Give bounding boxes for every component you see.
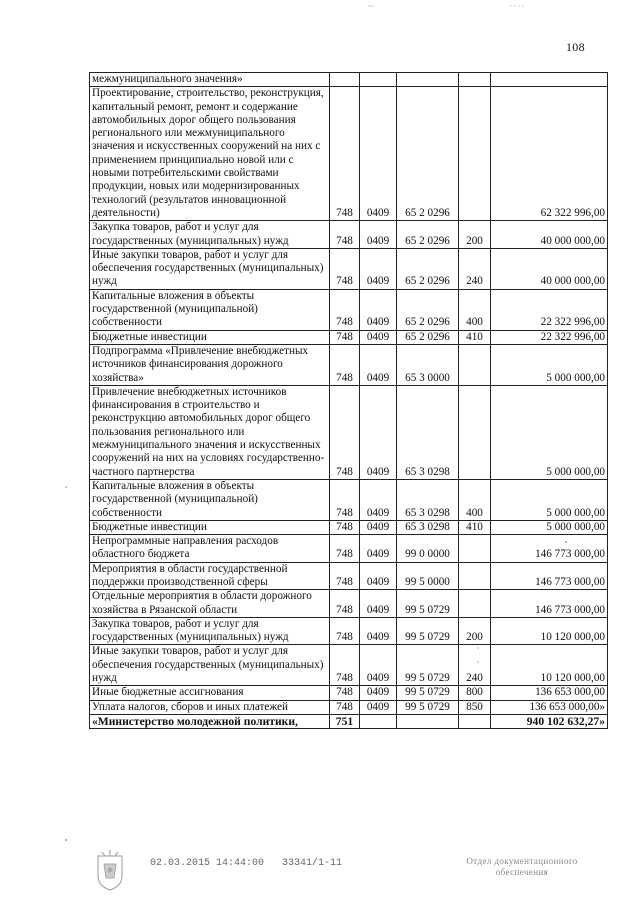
row-section: 0409 — [360, 645, 397, 686]
row-grbs: 748 — [330, 385, 360, 479]
table-row — [90, 700, 608, 714]
department-stamp: Отдел документационного обеспечения — [466, 856, 578, 877]
row-name: Непрограммные направления расходов областного бюджета — [90, 535, 330, 563]
table-row — [90, 221, 608, 249]
row-target-article: 99 5 0729 — [397, 590, 459, 618]
table-row — [90, 645, 608, 686]
row-grbs: 748 — [330, 590, 360, 618]
row-amount: 10 120 000,00 — [491, 645, 608, 686]
row-target-article — [397, 714, 459, 728]
row-amount: 40 000 000,00 — [491, 221, 608, 249]
row-section: 0409 — [360, 535, 397, 563]
row-name: Капитальные вложения в объекты государственной (муниципальной) собственности — [90, 479, 330, 520]
budget-table-body — [90, 73, 608, 729]
row-expense-type — [459, 73, 491, 87]
row-target-article: 65 2 0296 — [397, 248, 459, 289]
row-target-article: 99 5 0729 — [397, 617, 459, 645]
row-section: 0409 — [360, 686, 397, 700]
row-target-article: 65 2 0296 — [397, 289, 459, 330]
row-target-article: 65 2 0296 — [397, 87, 459, 221]
row-expense-type — [459, 562, 491, 590]
row-target-article — [397, 73, 459, 87]
row-expense-type: 200 — [459, 221, 491, 249]
row-section: 0409 — [360, 590, 397, 618]
row-amount: 136 653 000,00 — [491, 686, 608, 700]
row-expense-type: 800 — [459, 686, 491, 700]
row-section: 0409 — [360, 330, 397, 344]
row-grbs: 748 — [330, 344, 360, 385]
table-row — [90, 385, 608, 479]
table-row — [90, 248, 608, 289]
row-section: 0409 — [360, 87, 397, 221]
row-section — [360, 714, 397, 728]
row-name: Иные закупки товаров, работ и услуг для обеспечения государственных (муниципальных) нужд — [90, 248, 330, 289]
row-section: 0409 — [360, 248, 397, 289]
row-amount: 5 000 000,00 — [491, 520, 608, 534]
row-target-article: 65 2 0296 — [397, 221, 459, 249]
row-amount: 10 120 000,00 — [491, 617, 608, 645]
row-section: 0409 — [360, 344, 397, 385]
row-name: Закупка товаров, работ и услуг для государственных (муниципальных) нужд — [90, 221, 330, 249]
row-target-article: 99 5 0729 — [397, 645, 459, 686]
row-amount: 940 102 632,27» — [491, 714, 608, 728]
table-row — [90, 344, 608, 385]
row-target-article: 99 5 0729 — [397, 686, 459, 700]
row-expense-type: 200 — [459, 617, 491, 645]
row-expense-type: 240 — [459, 645, 491, 686]
row-amount: 40 000 000,00 — [491, 248, 608, 289]
row-expense-type: 240 — [459, 248, 491, 289]
row-grbs: 748 — [330, 289, 360, 330]
row-amount: 22 322 996,00 — [491, 289, 608, 330]
row-amount: 5 000 000,00 — [491, 479, 608, 520]
row-section: 0409 — [360, 700, 397, 714]
page-number: 108 — [566, 40, 585, 54]
row-grbs: 748 — [330, 686, 360, 700]
footer-timestamp: 02.03.2015 14:44:00 — [150, 858, 265, 869]
row-expense-type — [459, 590, 491, 618]
row-section: 0409 — [360, 221, 397, 249]
table-row — [90, 590, 608, 618]
row-grbs: 748 — [330, 479, 360, 520]
row-section: 0409 — [360, 562, 397, 590]
row-expense-type: 410 — [459, 520, 491, 534]
row-target-article: 65 2 0296 — [397, 330, 459, 344]
row-target-article: 65 3 0298 — [397, 520, 459, 534]
row-name: Иные бюджетные ассигнования — [90, 686, 330, 700]
row-target-article: 65 3 0298 — [397, 479, 459, 520]
row-amount: 22 322 996,00 — [491, 330, 608, 344]
table-row — [90, 714, 608, 728]
row-name: Бюджетные инвестиции — [90, 520, 330, 534]
row-grbs: 748 — [330, 520, 360, 534]
row-expense-type: 400 — [459, 289, 491, 330]
table-row — [90, 686, 608, 700]
row-name: межмуниципального значения» — [90, 73, 330, 87]
table-row — [90, 73, 608, 87]
row-name: Уплата налогов, сборов и иных платежей — [90, 700, 330, 714]
row-target-article: 65 3 0298 — [397, 385, 459, 479]
row-expense-type — [459, 714, 491, 728]
row-name: Закупка товаров, работ и услуг для государственных (муниципальных) нужд — [90, 617, 330, 645]
row-section: 0409 — [360, 617, 397, 645]
row-section: 0409 — [360, 520, 397, 534]
table-row — [90, 535, 608, 563]
row-amount: 136 653 000,00» — [491, 700, 608, 714]
row-name: Подпрограмма «Привлечение внебюджетных источников финансирования дорожного хозяйства» — [90, 344, 330, 385]
row-amount: 5 000 000,00 — [491, 344, 608, 385]
row-grbs: 748 — [330, 535, 360, 563]
row-amount: 146 773 000,00 — [491, 562, 608, 590]
row-target-article: 99 5 0729 — [397, 700, 459, 714]
row-grbs: 748 — [330, 87, 360, 221]
row-amount: 146 773 000,00 — [491, 590, 608, 618]
row-section — [360, 73, 397, 87]
row-expense-type: 400 — [459, 479, 491, 520]
row-expense-type: 850 — [459, 700, 491, 714]
table-row — [90, 617, 608, 645]
row-amount — [491, 73, 608, 87]
row-section: 0409 — [360, 289, 397, 330]
row-target-article: 99 0 0000 — [397, 535, 459, 563]
table-row — [90, 330, 608, 344]
row-expense-type — [459, 535, 491, 563]
row-grbs: 748 — [330, 248, 360, 289]
table-row — [90, 289, 608, 330]
table-row — [90, 562, 608, 590]
table-row — [90, 479, 608, 520]
row-grbs: 751 — [330, 714, 360, 728]
row-amount: 146 773 000,00 — [491, 535, 608, 563]
row-grbs: 748 — [330, 330, 360, 344]
row-target-article: 65 3 0000 — [397, 344, 459, 385]
row-section: 0409 — [360, 385, 397, 479]
row-grbs: 748 — [330, 645, 360, 686]
row-name: Капитальные вложения в объекты государственной (муниципальной) собственности — [90, 289, 330, 330]
coat-of-arms-seal — [92, 848, 128, 892]
row-name: Иные закупки товаров, работ и услуг для обеспечения государственных (муниципальных) нужд — [90, 645, 330, 686]
budget-table — [89, 72, 608, 729]
row-amount: 5 000 000,00 — [491, 385, 608, 479]
row-name: Бюджетные инвестиции — [90, 330, 330, 344]
row-amount: 62 322 996,00 — [491, 87, 608, 221]
row-name: Проектирование, строительство, реконструкция, капитальный ремонт, ремонт и содержание автомобильных дорог общего пользования регионального или межмуниципального значения и искусственных сооружений на них с применением принципиально новой или с новыми потребительскими свойствами продукции, новых или модернизированных технологий (результатов инновационной деятельности) — [90, 87, 330, 221]
row-expense-type — [459, 385, 491, 479]
table-row — [90, 87, 608, 221]
row-name: Отдельные мероприятия в области дорожного хозяйства в Рязанской области — [90, 590, 330, 618]
row-name: Привлечение внебюджетных источников финансирования в строительство и реконструкцию автомобильных дорог общего пользования регионального или межмуниципального значения и искусственных сооружений на них на условиях государственно-частного партнерства — [90, 385, 330, 479]
row-name: «Министерство молодежной политики, — [90, 714, 330, 728]
footer-document-code: 33341/1-11 — [282, 858, 343, 869]
row-expense-type — [459, 87, 491, 221]
row-name: Мероприятия в области государственной поддержки производственной сферы — [90, 562, 330, 590]
table-row — [90, 520, 608, 534]
row-expense-type — [459, 344, 491, 385]
row-grbs: 748 — [330, 221, 360, 249]
row-grbs — [330, 73, 360, 87]
row-grbs: 748 — [330, 700, 360, 714]
row-grbs: 748 — [330, 617, 360, 645]
row-section: 0409 — [360, 479, 397, 520]
budget-table-container — [89, 72, 607, 729]
row-expense-type: 410 — [459, 330, 491, 344]
row-target-article: 99 5 0000 — [397, 562, 459, 590]
row-grbs: 748 — [330, 562, 360, 590]
